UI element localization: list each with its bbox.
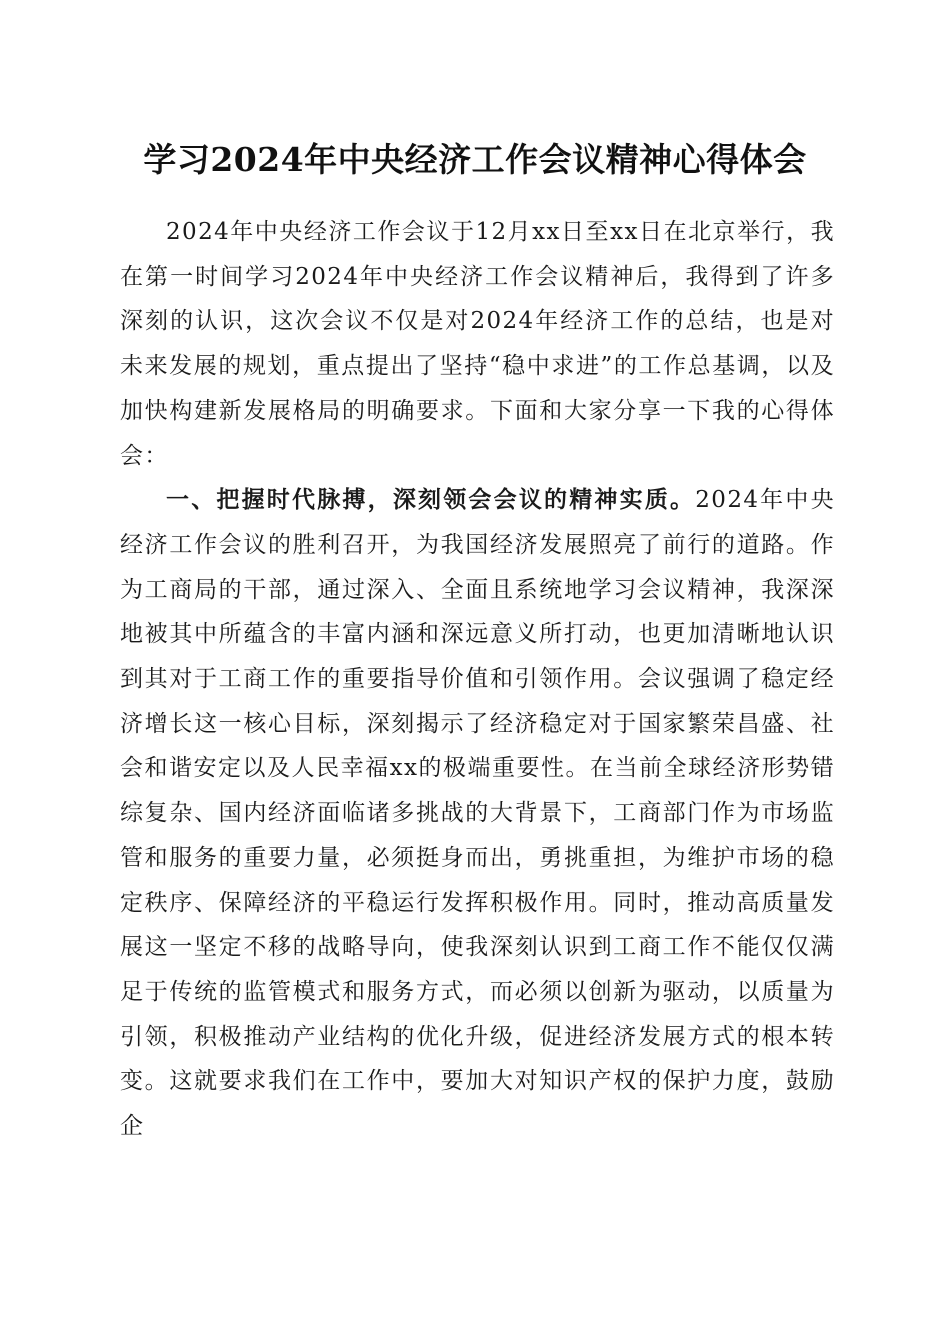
section-1-paragraph [120, 478, 835, 1149]
section-1-text: 2024年中央经济工作会议的胜利召开，为我国经济发展照亮了前行的道路。作为工商局的干部，通过深入、全面且系统地学习会议精神，我深深地被其中所蕴含的丰富内涵和深远意义所打动，也更加清晰地认识到其对于工商工作的重要指导价值和引领作用。会议强调了稳定经济增长这一核心目标，深刻揭示了经济稳定对于国家繁荣昌盛、社会和谐安定以及人民幸福xx的极端重要性。在当前全球经济形势错综复杂、国内经济面临诸多挑战的大背景下，工商部门作为市场监管和服务的重要力量，必须挺身而出，勇挑重担，为维护市场的稳定秩序、保障经济的平稳运行发挥积极作用。同时，推动高质量发展这一坚定不移的战略导向，使我深刻认识到工商工作不能仅仅满足于传统的监管模式和服务方式，而必须以创新为驱动，以质量为引领，积极推动产业结构的优化升级，促进经济发展方式的根本转变。这就要求我们在工作中，要加大对知识产权的保护力度，鼓励企 [120, 487, 835, 1140]
document-title: 学习2024年中央经济工作会议精神心得体会 [143, 140, 807, 179]
section-1-heading: 一、把握时代脉搏，深刻领会会议的精神实质。 [166, 487, 696, 514]
intro-paragraph: 2024年中央经济工作会议于12月xx日至xx日在北京举行，我在第一时间学习2024年中央经济工作会议精神后，我得到了许多深刻的认识，这次会议不仅是对2024年经济工作的总结，也是对未来发展的规划，重点提出了坚持“稳中求进”的工作总基调，以及加快构建新发展格局的明确要求。下面和大家分享一下我的心得体会： [120, 219, 835, 469]
document-body [120, 210, 835, 1149]
